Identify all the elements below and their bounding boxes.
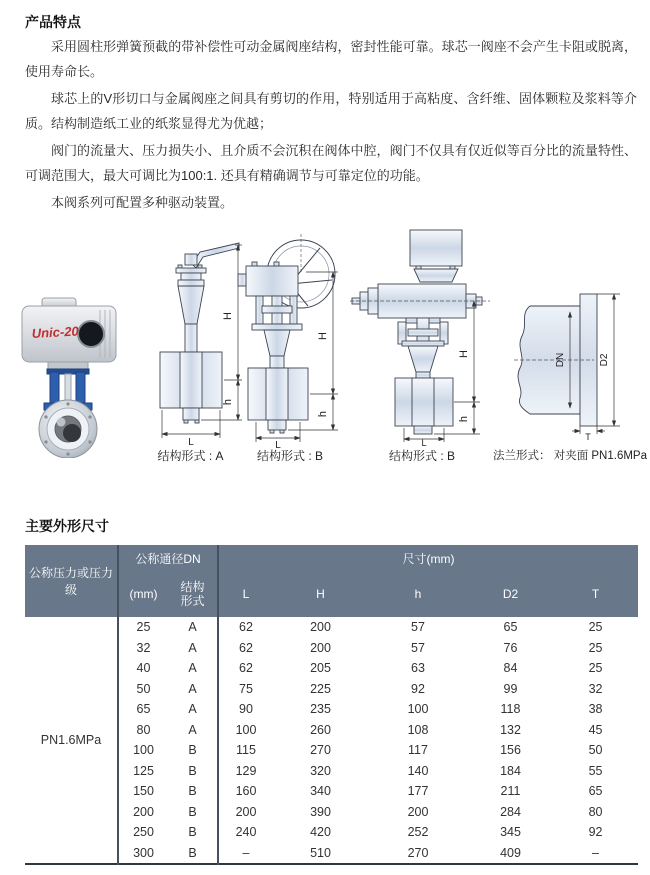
cell-L: 115	[236, 743, 256, 758]
cell-dn: 150	[133, 784, 154, 799]
cell-H: 390	[310, 804, 331, 819]
cell-H: 420	[310, 825, 331, 840]
header-D2: D2	[468, 571, 553, 617]
cell-form: A	[168, 658, 218, 679]
cell-T: 32	[588, 681, 603, 696]
cell-D2: 211	[500, 784, 521, 799]
cell-L: 90	[239, 702, 253, 717]
drawing-structure-b-pneumatic	[350, 228, 492, 446]
cell-D2: 99	[503, 681, 518, 696]
dim-H: H	[458, 350, 470, 358]
cell-D2: 118	[500, 702, 521, 717]
cell-dn: 100	[133, 743, 154, 758]
drawing-flange	[502, 284, 637, 440]
caption-flange: 法兰形式： 对夹面 PN1.6MPa	[493, 450, 647, 462]
cell-form: A	[168, 679, 218, 700]
cell-h: 108	[407, 722, 429, 737]
cell-T: 25	[588, 620, 603, 635]
valve-photo	[14, 286, 126, 458]
header-size-group: 尺寸(mm)	[218, 545, 638, 571]
caption-structure-a: 结构形式 : A	[157, 449, 224, 463]
dim-L: L	[421, 438, 427, 446]
cell-form: B	[168, 740, 218, 761]
cell-H: 340	[310, 784, 331, 799]
cell-dn: 300	[133, 845, 154, 860]
header-pressure: 公称压力或压力级	[25, 545, 118, 617]
cell-H: 235	[310, 702, 331, 717]
features-paragraphs	[25, 34, 637, 217]
cell-form: A	[168, 617, 218, 638]
cell-dn: 50	[136, 681, 151, 696]
dim-h: h	[458, 415, 470, 423]
cell-L: 240	[235, 825, 257, 840]
cell-T: 45	[588, 722, 603, 737]
cell-h: 57	[411, 620, 425, 635]
cell-D2: 284	[500, 804, 521, 819]
header-T: T	[553, 571, 638, 617]
header-L: L	[218, 571, 273, 617]
features-heading: 产品特点	[25, 14, 81, 30]
cell-H: 320	[310, 763, 331, 778]
dim-T: T	[585, 432, 591, 440]
cell-H: 200	[310, 620, 331, 635]
cell-D2: 84	[503, 661, 518, 676]
dimensions-table	[25, 545, 638, 865]
brand-label: Unic-20	[31, 323, 80, 341]
header-h: h	[368, 571, 468, 617]
table-row	[25, 617, 638, 638]
paragraph-3: 阀门的流量大、压力损失小、且介质不会沉积在阀体中腔，阀门不仅具有仅近似等百分比的流量特性、可调范围大，最大可调比为100:1. 还具有精确调节与可靠定位的功能。	[25, 143, 637, 183]
cell-form: A	[168, 720, 218, 741]
cell-form: B	[168, 802, 218, 823]
cell-h: 140	[407, 763, 429, 778]
dim-D2: D2	[599, 353, 610, 367]
dim-H: H	[317, 332, 329, 340]
cell-dn: 250	[133, 825, 154, 840]
cell-h: 92	[411, 681, 425, 696]
dimensions-heading: 主要外形尺寸	[25, 518, 109, 534]
cell-L: 62	[239, 620, 253, 635]
cell-H: 510	[310, 845, 331, 860]
cell-T: –	[592, 845, 599, 860]
cell-h: 177	[407, 784, 429, 799]
dim-L: L	[188, 437, 194, 446]
dim-H: H	[222, 312, 234, 320]
caption-structure-b2: 结构形式 : B	[388, 449, 455, 463]
cell-T: 65	[588, 784, 603, 799]
cell-form: A	[168, 699, 218, 720]
dim-DN: DN	[555, 352, 566, 368]
positioner-box	[410, 230, 462, 266]
cell-D2: 65	[503, 620, 518, 635]
cell-h: 63	[411, 661, 425, 676]
cell-dn: 125	[133, 763, 154, 778]
cell-D2: 184	[500, 763, 521, 778]
paragraph-2: 球芯上的V形切口与金属阀座之间具有剪切的作用，特别适用于高粘度、含纤维、固体颗粒及浆料等介质。结构制造纸工业的纸浆显得尤为优越；	[25, 91, 637, 131]
cell-h: 57	[411, 640, 425, 655]
cell-L: –	[242, 845, 250, 860]
cell-form: B	[168, 822, 218, 843]
cell-L: 200	[235, 804, 257, 819]
cell-dn: 32	[136, 640, 151, 655]
paragraph-1: 采用圆柱形弹簧预截的带补偿性可动金属阀座结构，密封性能可靠。球芯一阀座不会产生卡阻或脱离，使用寿命长。	[25, 39, 637, 79]
cell-D2: 409	[500, 845, 521, 860]
cell-form: A	[168, 638, 218, 659]
figures-row	[0, 228, 650, 468]
cell-D2: 132	[500, 722, 521, 737]
cell-L: 62	[239, 661, 253, 676]
cell-L: 129	[235, 763, 257, 778]
cell-L: 75	[239, 681, 253, 696]
dim-h: h	[222, 398, 234, 406]
cell-L: 100	[235, 722, 257, 737]
cell-h: 270	[407, 845, 429, 860]
cell-dn: 80	[136, 722, 151, 737]
header-mm: (mm)	[118, 571, 168, 617]
valve-body	[39, 400, 97, 458]
cell-h: 252	[407, 825, 429, 840]
cell-L: 62	[239, 640, 253, 655]
cell-dn: 40	[136, 661, 151, 676]
cell-h: 100	[407, 702, 429, 717]
pressure-cell: PN1.6MPa	[25, 617, 118, 864]
drawing-structure-a	[138, 228, 243, 446]
cell-form: B	[168, 781, 218, 802]
dim-h: h	[317, 410, 329, 418]
cell-T: 25	[588, 661, 603, 676]
cell-T: 38	[588, 702, 603, 717]
valve-stem	[65, 374, 71, 403]
cell-form: B	[168, 843, 218, 865]
cell-dn: 65	[136, 702, 151, 717]
cell-h: 200	[407, 804, 429, 819]
cell-L: 160	[235, 784, 257, 799]
header-structure: 结构形式	[168, 571, 218, 617]
lever-handle	[192, 243, 239, 268]
cell-D2: 76	[503, 640, 518, 655]
header-dn-group: 公称通径DN	[118, 545, 218, 571]
dim-L: L	[275, 440, 281, 448]
cell-h: 117	[408, 743, 428, 758]
actuator-dial	[78, 321, 104, 347]
cell-D2: 156	[500, 743, 521, 758]
cell-T: 55	[588, 763, 603, 778]
cell-H: 260	[310, 722, 331, 737]
cell-H: 225	[310, 681, 331, 696]
cell-T: 50	[588, 743, 603, 758]
paragraph-4: 本阀系列可配置多种驱动装置。	[51, 195, 234, 210]
drawing-structure-b-gear	[234, 228, 346, 448]
header-H: H	[273, 571, 368, 617]
cell-D2: 345	[500, 825, 521, 840]
cell-T: 25	[588, 640, 603, 655]
cell-dn: 25	[136, 620, 151, 635]
gearbox	[246, 266, 298, 296]
cell-form: B	[168, 761, 218, 782]
caption-structure-b: 结构形式 : B	[256, 449, 323, 463]
cell-H: 205	[310, 661, 331, 676]
cell-T: 92	[588, 825, 603, 840]
cell-H: 200	[310, 640, 331, 655]
cell-H: 270	[310, 743, 331, 758]
cell-dn: 200	[133, 804, 154, 819]
cell-T: 80	[588, 804, 603, 819]
